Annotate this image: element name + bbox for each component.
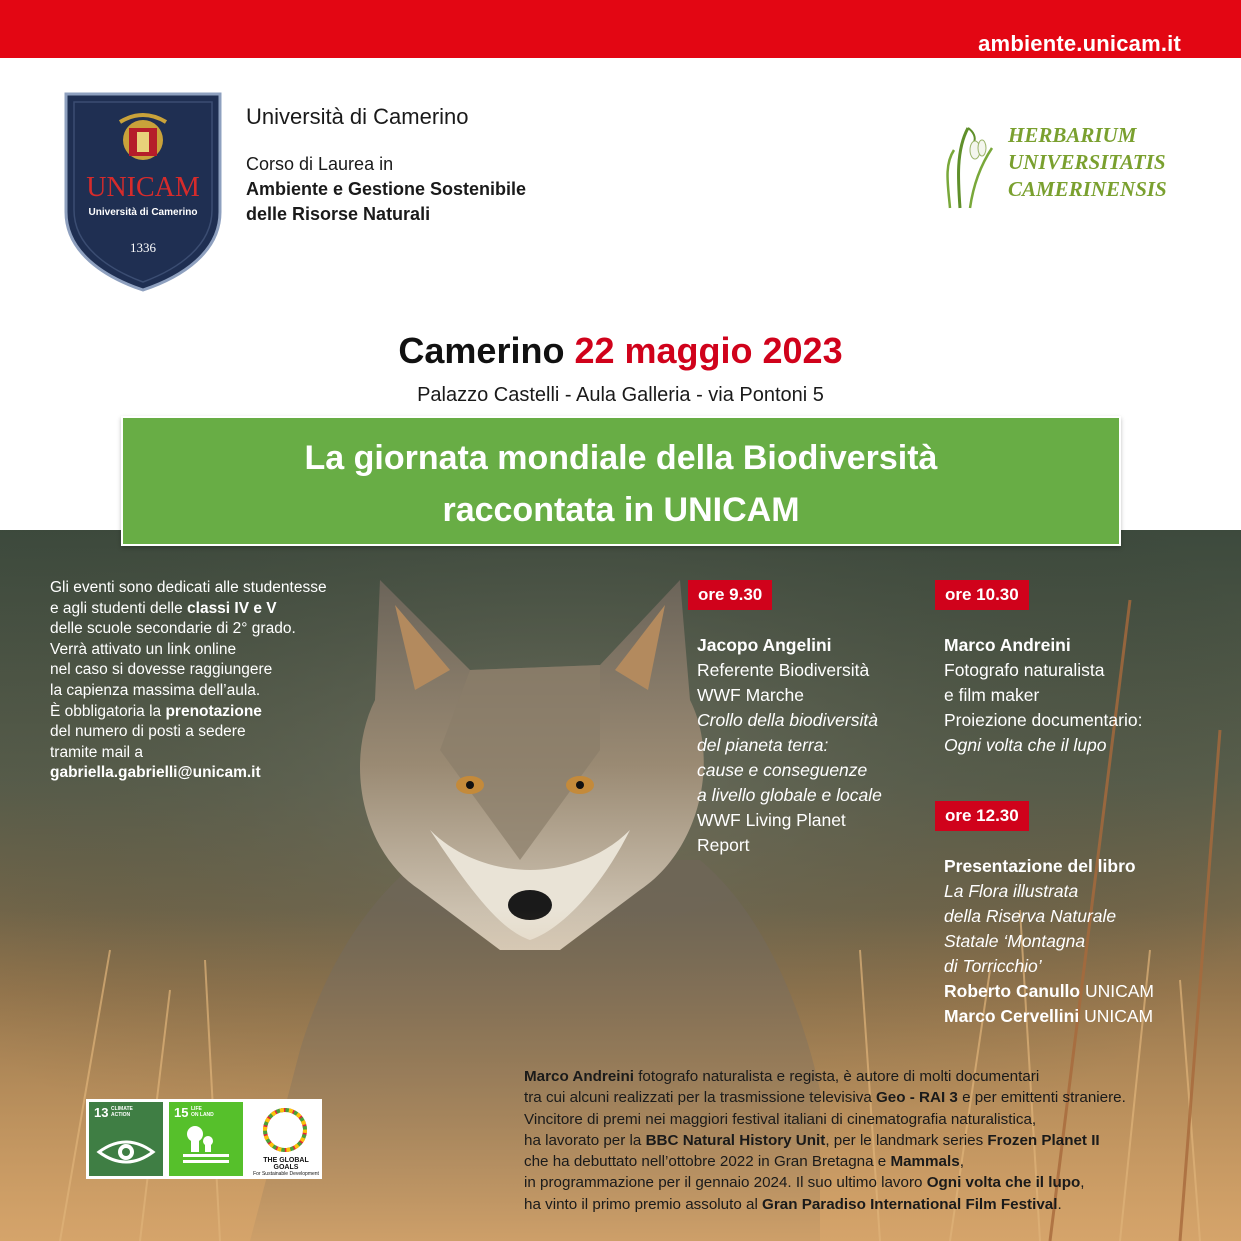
book-title: della Riserva Naturale — [944, 906, 1117, 926]
talk-title: Ogni volta che il lupo — [944, 735, 1107, 755]
intro-text — [50, 578, 370, 784]
event-title-box — [121, 416, 1121, 546]
speaker-name: Marco Andreini — [944, 635, 1071, 655]
time-badge: ore 9.30 — [688, 580, 772, 610]
intro-line: delle scuole secondarie di 2° grado. — [50, 620, 296, 638]
bio-line: Marco Andreini fotografo naturalista e regista, è autore di molti documentari — [524, 1068, 1040, 1085]
intro-line: nel caso si dovesse raggiungere — [50, 661, 273, 679]
unicam-logo — [62, 92, 224, 292]
time-badge: ore 10.30 — [935, 580, 1029, 610]
talk-title: del pianeta terra: — [697, 735, 829, 755]
bio-line: tra cui alcuni realizzati per la trasmissione televisiva Geo - RAI 3 e per emittenti straniere. — [524, 1089, 1126, 1107]
herbarium-line1: HERBARIUM — [1008, 123, 1137, 147]
intro-line: del numero di posti a sedere — [50, 723, 246, 741]
top-bar — [0, 0, 1241, 58]
intro-line: e agli studenti delle classi IV e V — [50, 599, 277, 617]
session-1030 — [944, 633, 1142, 758]
book-title: di Torricchio’ — [944, 956, 1042, 976]
university-name: Università di Camerino — [246, 104, 469, 129]
tree-icon — [169, 1102, 243, 1176]
talk-title: Crollo della biodiversità — [697, 710, 878, 730]
bio-line: in programmazione per il gennaio 2024. Il suo ultimo lavoro Ogni volta che il lupo, — [524, 1174, 1085, 1192]
intro-line: Verrà attivato un link online — [50, 640, 237, 658]
talk-title: cause e conseguenze — [697, 760, 868, 780]
event-city: Camerino — [398, 330, 565, 371]
session-930 — [697, 633, 882, 858]
bio-line: ha lavorato per la BBC Natural History Unit, per le landmark series Frozen Planet II — [524, 1131, 1100, 1149]
sdg13-tile: 13 CLIMATE ACTION — [89, 1102, 163, 1176]
event-title-line1: La giornata mondiale della Biodiversità — [304, 439, 938, 477]
book-author: Roberto Canullo UNICAM — [944, 981, 1155, 1001]
intro-line: tramite mail a — [50, 743, 144, 761]
eye-globe-icon — [89, 1102, 163, 1176]
event-title-line2: raccontata in UNICAM — [442, 491, 800, 529]
session-heading: Presentazione del libro — [944, 856, 1136, 876]
session-1230 — [944, 854, 1154, 1029]
global-goals-label: THE GLOBAL GOALS For Sustainable Development — [253, 1157, 319, 1177]
intro-line: È obbligatoria la prenotazione — [50, 702, 262, 720]
speaker-role: Referente Biodiversità — [697, 660, 870, 680]
event-place: Palazzo Castelli - Aula Galleria - via Pontoni 5 — [417, 384, 824, 406]
time-badge: ore 12.30 — [935, 801, 1029, 831]
bio-line: ha vinto il primo premio assoluto al Gran Paradiso International Film Festival. — [524, 1195, 1062, 1213]
biography — [524, 1066, 1204, 1215]
event-date: 22 maggio 2023 — [574, 330, 843, 371]
speaker-role: Fotografo naturalista — [944, 660, 1105, 680]
intro-line: la capienza massima dell’aula. — [50, 681, 261, 699]
bio-line: Vincitore di premi nei maggiori festival italiani di cinematografia naturalistica, — [524, 1110, 1037, 1128]
talk-extra: Report — [697, 835, 750, 855]
course-info — [246, 152, 526, 227]
book-author: Marco Cervellini UNICAM — [944, 1006, 1154, 1026]
speaker-role: WWF Marche — [697, 685, 804, 705]
herbarium-line3: CAMERINENSIS — [1008, 177, 1167, 201]
logo-name: UNICAM — [86, 172, 200, 203]
logo-subtitle: Università di Camerino — [88, 207, 198, 218]
talk-title: a livello globale e locale — [697, 785, 882, 805]
course-line2: Ambiente e Gestione Sostenibile — [246, 179, 527, 199]
contact-email[interactable]: gabriella.gabrielli@unicam.it — [50, 764, 261, 782]
talk-extra: WWF Living Planet — [697, 810, 846, 830]
website-link[interactable]: ambiente.unicam.it — [978, 31, 1181, 56]
logo-year: 1336 — [130, 240, 156, 255]
sdg-logos — [86, 1099, 322, 1179]
speaker-role: Proiezione documentario: — [944, 710, 1143, 730]
sdg15-tile: 15 LIFE ON LAND — [169, 1102, 243, 1176]
course-line3: delle Risorse Naturali — [246, 204, 431, 224]
book-title: Statale ‘Montagna — [944, 931, 1086, 951]
course-line1: Corso di Laurea in — [246, 154, 394, 174]
speaker-name: Jacopo Angelini — [697, 635, 832, 655]
bio-line: che ha debuttato nell’ottobre 2022 in Gran Bretagna e Mammals, — [524, 1153, 964, 1171]
intro-line: Gli eventi sono dedicati alle studentesse — [50, 579, 327, 596]
book-title: La Flora illustrata — [944, 881, 1079, 901]
speaker-role: e film maker — [944, 685, 1040, 705]
herbarium-name — [1008, 122, 1167, 203]
event-title-date — [0, 330, 1241, 372]
herbarium-line2: UNIVERSITATIS — [1008, 150, 1166, 174]
